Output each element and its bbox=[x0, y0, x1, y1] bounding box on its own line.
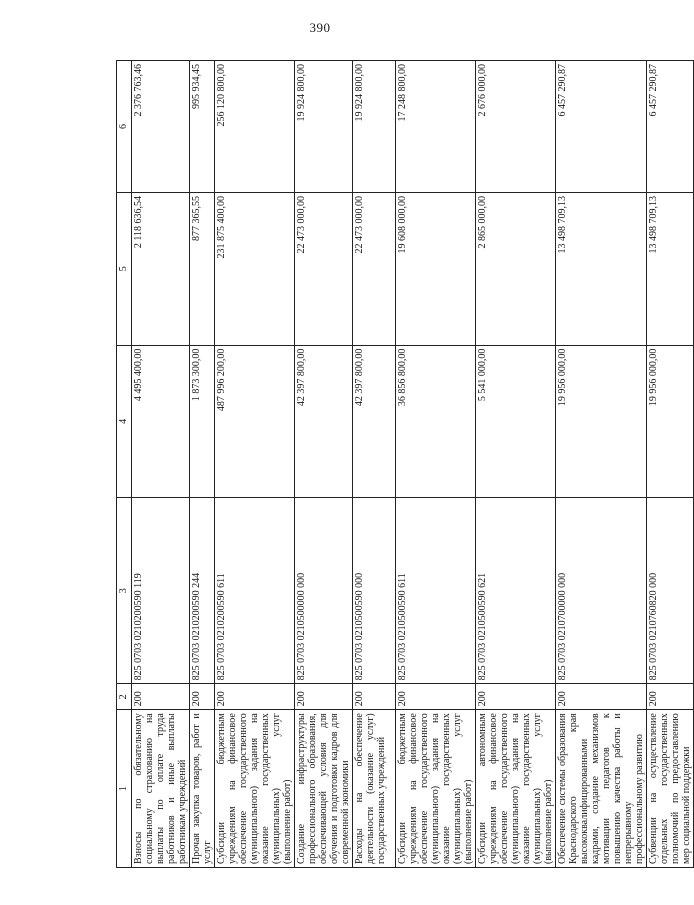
table-row bbox=[647, 61, 694, 868]
row-kbk: 825 0703 0210700000 000 bbox=[556, 498, 647, 684]
column-number-row bbox=[117, 61, 132, 868]
row-code: 200 bbox=[396, 684, 476, 710]
row-name: Субвенции на осуществление отдельных государственных полномочий по предоставлению мер социальной поддержки bbox=[647, 710, 694, 868]
row-code: 200 bbox=[476, 684, 556, 710]
row-col4: 19 956 000,00 bbox=[556, 345, 647, 498]
row-col4: 5 541 000,00 bbox=[476, 345, 556, 498]
row-col5: 22 473 000,00 bbox=[295, 192, 353, 345]
table-row bbox=[353, 61, 396, 868]
row-col6: 6 457 290,87 bbox=[556, 61, 647, 193]
table-row bbox=[215, 61, 295, 868]
row-code: 200 bbox=[190, 684, 215, 710]
row-col5: 231 875 400,00 bbox=[215, 192, 295, 345]
budget-table bbox=[116, 60, 694, 868]
row-col4: 1 873 300,00 bbox=[190, 345, 215, 498]
row-col4: 36 856 800,00 bbox=[396, 345, 476, 498]
row-col6: 995 934,45 bbox=[190, 61, 215, 193]
row-col4: 487 996 200,00 bbox=[215, 345, 295, 498]
row-code: 200 bbox=[215, 684, 295, 710]
table-row bbox=[132, 61, 190, 868]
row-code: 200 bbox=[132, 684, 190, 710]
row-kbk: 825 0703 0210500590 621 bbox=[476, 498, 556, 684]
row-col6: 17 248 800,00 bbox=[396, 61, 476, 193]
row-kbk: 825 0703 0210200590 611 bbox=[215, 498, 295, 684]
header-cell: 5 bbox=[117, 192, 132, 345]
row-kbk: 825 0703 0210200590 119 bbox=[132, 498, 190, 684]
table-row bbox=[190, 61, 215, 868]
row-col5: 2 118 636,54 bbox=[132, 192, 190, 345]
row-col6: 2 376 763,46 bbox=[132, 61, 190, 193]
row-col4: 4 495 400,00 bbox=[132, 345, 190, 498]
row-name: Расходы на обеспечение деятельности (оказание услуг) государственных учреждений bbox=[353, 710, 396, 868]
row-name: Создание инфраструктуры профессионального образования, обеспечивающей условия для обучения и подготовки кадров для современной экономики bbox=[295, 710, 353, 868]
row-name: Субсидии бюджетным учреждениям на финансовое обеспечение государственного (муниципального) задания на оказание государственных (муниципальных) услуг (выполнение работ) bbox=[396, 710, 476, 868]
header-cell: 2 bbox=[117, 684, 132, 710]
row-code: 200 bbox=[647, 684, 694, 710]
row-col6: 256 120 800,00 bbox=[215, 61, 295, 193]
row-code: 200 bbox=[353, 684, 396, 710]
row-col5: 2 865 000,00 bbox=[476, 192, 556, 345]
row-name: Прочая закупка товаров, работ и услуг bbox=[190, 710, 215, 868]
rotated-table-wrapper bbox=[116, 60, 692, 868]
row-name: Взносы по обязательному социальному страхованию на выплаты по оплате труда работников и иные выплаты работникам учреждений bbox=[132, 710, 190, 868]
row-name: Субсидии бюджетным учреждениям на финансовое обеспечение государственного (муниципального) задания на оказание государственных (муниципальных) услуг (выполнение работ) bbox=[215, 710, 295, 868]
row-code: 200 bbox=[295, 684, 353, 710]
header-cell: 4 bbox=[117, 345, 132, 498]
table-row bbox=[476, 61, 556, 868]
header-cell: 1 bbox=[117, 710, 132, 868]
row-col5: 877 365,55 bbox=[190, 192, 215, 345]
header-cell: 3 bbox=[117, 498, 132, 684]
row-col6: 2 676 000,00 bbox=[476, 61, 556, 193]
row-col6: 19 924 800,00 bbox=[353, 61, 396, 193]
row-kbk: 825 0703 0210500590 611 bbox=[396, 498, 476, 684]
row-col6: 19 924 800,00 bbox=[295, 61, 353, 193]
page-number: 390 bbox=[309, 20, 331, 35]
row-col5: 13 498 709,13 bbox=[647, 192, 694, 345]
table-row bbox=[396, 61, 476, 868]
row-col4: 42 397 800,00 bbox=[295, 345, 353, 498]
row-col5: 13 498 709,13 bbox=[556, 192, 647, 345]
row-col6: 6 457 290,87 bbox=[647, 61, 694, 193]
row-kbk: 825 0703 0210500590 000 bbox=[353, 498, 396, 684]
row-col5: 22 473 000,00 bbox=[353, 192, 396, 345]
row-col5: 19 608 000,00 bbox=[396, 192, 476, 345]
row-col4: 42 397 800,00 bbox=[353, 345, 396, 498]
row-kbk: 825 0703 0210760820 000 bbox=[647, 498, 694, 684]
row-code: 200 bbox=[556, 684, 647, 710]
row-col4: 19 956 000,00 bbox=[647, 345, 694, 498]
table-row bbox=[556, 61, 647, 868]
header-cell: 6 bbox=[117, 61, 132, 193]
row-kbk: 825 0703 0210500000 000 bbox=[295, 498, 353, 684]
row-name: Обеспечение системы образования Краснодарского края высококвалифицированными кадрами, создание механизмов мотивации педагогов к повышению качества работы и непрерывному профессиональному развитию bbox=[556, 710, 647, 868]
row-kbk: 825 0703 0210200590 244 bbox=[190, 498, 215, 684]
row-name: Субсидии автономным учреждениям на финансовое обеспечение государственного (муниципального) задания на оказание государственных (муниципальных) услуг (выполнение работ) bbox=[476, 710, 556, 868]
table-row bbox=[295, 61, 353, 868]
